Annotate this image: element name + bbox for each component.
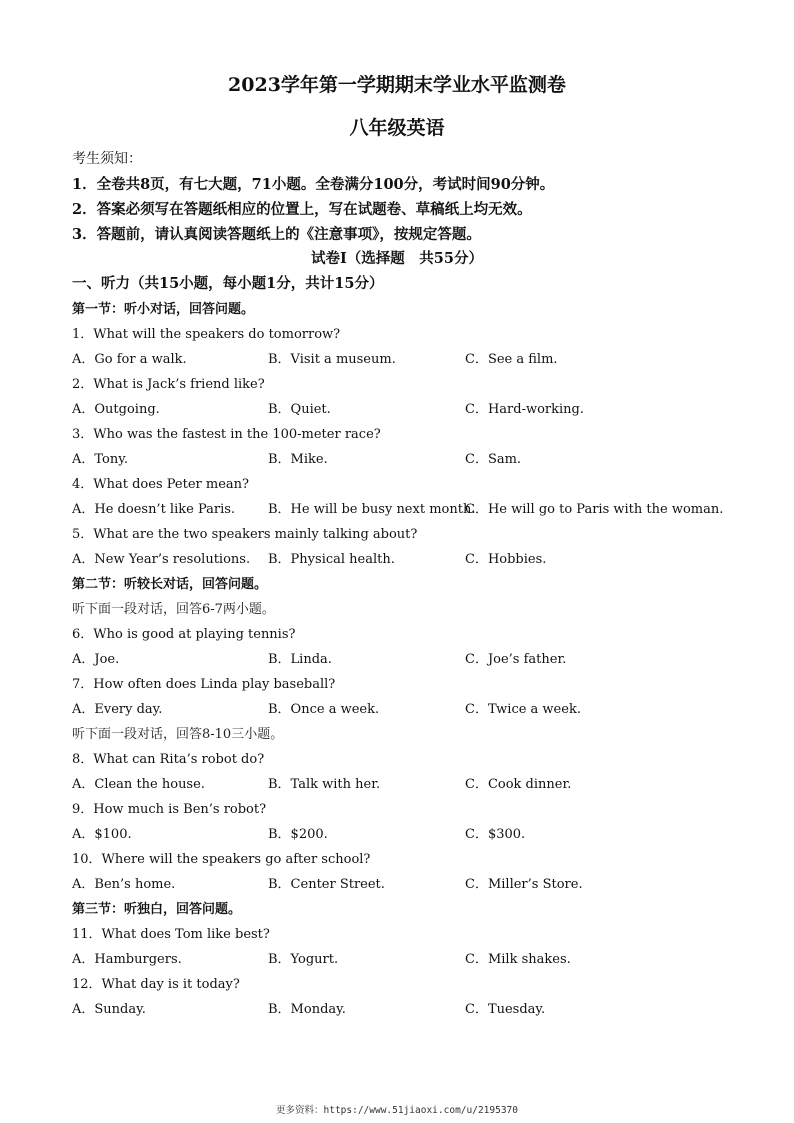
question-text: 8．What can Rita’s robot do? (72, 752, 265, 767)
option-a: A．Hamburgers. (72, 952, 182, 967)
question-text: 6．Who is good at playing tennis? (72, 627, 296, 642)
subsection-title-2: 第二节：听较长对话，回答问题。 (72, 577, 268, 592)
notice-item-2: 2．答案必须写在答题纸相应的位置上，写在试题卷、草稿纸上均无效。 (72, 201, 532, 218)
option-a: A．Ben’s home. (72, 877, 176, 892)
question-text: 4．What does Peter mean? (72, 477, 249, 492)
notice-heading: 考生须知： (72, 151, 142, 167)
option-a: A．Joe. (72, 652, 120, 667)
exam-title: 2023学年第一学期期末学业水平监测卷 (228, 74, 566, 96)
subsection-title-3: 第三节：听独白，回答问题。 (72, 902, 242, 917)
paper-title: 试卷Ⅰ（选择题 共55分） (311, 250, 483, 267)
option-b: B．$200. (268, 827, 328, 842)
question-text: 11．What does Tom like best? (72, 927, 270, 942)
option-c: C．Tuesday. (465, 1002, 546, 1017)
option-c: C．Milk shakes. (465, 952, 571, 967)
section-title-listening: 一、听力（共15小题，每小题1分，共计15分） (72, 275, 384, 292)
option-c: C．He will go to Paris with the woman. (465, 502, 724, 517)
option-b: B．Physical health. (268, 552, 395, 567)
option-c: C．$300. (465, 827, 526, 842)
option-b: B．Monday. (268, 1002, 346, 1017)
option-b: B．Yogurt. (268, 952, 339, 967)
option-c: C．Sam. (465, 452, 522, 467)
option-c: C．Joe’s father. (465, 652, 567, 667)
footer-link[interactable]: 更多资料：https://www.51jiaoxi.com/u/2195370 (276, 1105, 518, 1116)
question-text: 2．What is Jack’s friend like? (72, 377, 265, 392)
instruction-1: 听下面一段对话，回答6-7两小题。 (72, 602, 275, 617)
option-a: A．Outgoing. (72, 402, 160, 417)
option-b: B．He will be busy next month. (268, 502, 476, 517)
option-a: A．Sunday. (72, 1002, 146, 1017)
option-a: A．$100. (72, 827, 132, 842)
option-b: B．Once a week. (268, 702, 380, 717)
instruction-2: 听下面一段对话，回答8-10三小题。 (72, 727, 284, 742)
option-a: A．Every day. (72, 702, 163, 717)
question-text: 5．What are the two speakers mainly talking about? (72, 527, 418, 542)
option-b: B．Visit a museum. (268, 352, 396, 367)
question-text: 1．What will the speakers do tomorrow? (72, 327, 341, 342)
option-b: B．Quiet. (268, 402, 331, 417)
question-text: 12．What day is it today? (72, 977, 240, 992)
option-a: A．Clean the house. (72, 777, 205, 792)
notice-item-1: 1．全卷共8页，有七大题，71小题。全卷满分100分，考试时间90分钟。 (72, 176, 555, 193)
option-a: A．Go for a walk. (72, 352, 187, 367)
option-b: B．Mike. (268, 452, 328, 467)
option-a: A．New Year’s resolutions. (72, 552, 251, 567)
question-text: 7．How often does Linda play baseball? (72, 677, 336, 692)
option-a: A．He doesn’t like Paris. (72, 502, 236, 517)
option-c: C．Miller’s Store. (465, 877, 583, 892)
option-b: B．Talk with her. (268, 777, 381, 792)
exam-subtitle: 八年级英语 (349, 117, 445, 139)
question-text: 3．Who was the fastest in the 100-meter race? (72, 427, 381, 442)
option-a: A．Tony. (72, 452, 128, 467)
option-c: C．See a film. (465, 352, 558, 367)
option-c: C．Cook dinner. (465, 777, 572, 792)
option-c: C．Twice a week. (465, 702, 581, 717)
question-text: 10．Where will the speakers go after school? (72, 852, 371, 867)
notice-item-3: 3．答题前，请认真阅读答题纸上的《注意事项》，按规定答题。 (72, 226, 481, 243)
option-b: B．Linda. (268, 652, 332, 667)
question-text: 9．How much is Ben’s robot? (72, 802, 267, 817)
option-c: C．Hobbies. (465, 552, 547, 567)
option-b: B．Center Street. (268, 877, 385, 892)
option-c: C．Hard-working. (465, 402, 584, 417)
subsection-title-1: 第一节：听小对话，回答问题。 (72, 302, 255, 317)
